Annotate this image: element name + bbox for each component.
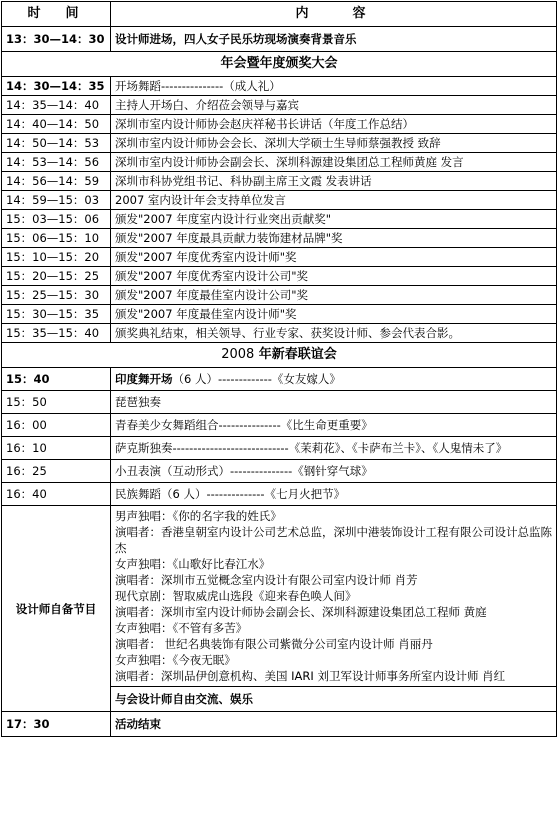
row-time: 15：03—15：06 — [2, 210, 111, 229]
program-detail: ----------------------------《茉莉花》、《卡萨布兰卡》、《人鬼情未了》 — [172, 441, 508, 455]
program-content — [111, 437, 557, 460]
designer-line: 演唱者：香港皇朝室内设计公司艺术总监，深圳中港装饰设计工程有限公司设计总监陈杰 — [115, 525, 552, 555]
program-detail: （6 人）-------------《女友嫁人》 — [172, 372, 341, 386]
opening-row — [2, 27, 557, 52]
program-content — [111, 483, 557, 506]
schedule-row — [2, 305, 557, 324]
row-time: 14：35—14：40 — [2, 96, 111, 115]
closing-row — [2, 712, 557, 737]
row-content: 深圳市室内设计师协会赵庆祥秘书长讲话（年度工作总结） — [111, 115, 557, 134]
row-time: 14：59—15：03 — [2, 191, 111, 210]
row-content: 颁发"2007 年度最具贡献力装饰建材品牌"奖 — [111, 229, 557, 248]
row-time: 14：50—14：53 — [2, 134, 111, 153]
schedule-row — [2, 172, 557, 191]
row-content: 颁发"2007 年度最佳室内设计师"奖 — [111, 305, 557, 324]
row-content: 主持人开场白、介绍莅会领导与嘉宾 — [111, 96, 557, 115]
designer-lines — [115, 508, 552, 684]
program-time: 15：50 — [2, 391, 111, 414]
row-content: 深圳市科协党组书记、科协副主席王文霞 发表讲话 — [111, 172, 557, 191]
party-schedule — [2, 368, 557, 506]
schedule-row — [2, 191, 557, 210]
program-title: 小丑表演（互动形式） — [115, 464, 230, 478]
program-detail: ---------------《钢针穿气球》 — [230, 464, 373, 478]
section-heading-row — [2, 343, 557, 368]
opening-content: 设计师进场，四人女子民乐坊现场演奏背景音乐 — [111, 27, 557, 52]
section1-title: 年会暨年度颁奖大会 — [2, 52, 557, 77]
schedule-row — [2, 324, 557, 343]
time-column-header: 时 间 — [2, 2, 111, 27]
row-time: 14：40—14：50 — [2, 115, 111, 134]
designer-programs-list — [111, 506, 557, 687]
program-time: 16：10 — [2, 437, 111, 460]
row-time: 14：53—14：56 — [2, 153, 111, 172]
row-time: 15：30—15：35 — [2, 305, 111, 324]
designer-programs-row — [2, 506, 557, 687]
schedule-row — [2, 248, 557, 267]
program-time: 16：40 — [2, 483, 111, 506]
schedule-row — [2, 286, 557, 305]
schedule-row — [2, 210, 557, 229]
schedule-row — [2, 267, 557, 286]
closing-content: 活动结束 — [111, 712, 557, 737]
program-schedule-table — [1, 1, 557, 737]
schedule-row — [2, 134, 557, 153]
row-content: 颁发"2007 年度优秀室内设计师"奖 — [111, 248, 557, 267]
program-row — [2, 368, 557, 391]
row-time: 14：56—14：59 — [2, 172, 111, 191]
designer-programs-label: 设计师自备节目 — [2, 506, 111, 712]
designer-line: 女声独唱：《今夜无眠》 — [115, 653, 236, 667]
header-row — [2, 2, 557, 27]
row-time: 15：25—15：30 — [2, 286, 111, 305]
designer-line: 男声独唱：《你的名字我的姓氏》 — [115, 509, 282, 523]
program-content — [111, 391, 557, 414]
designer-line: 现代京剧：智取威虎山选段《迎来春色唤人间》 — [115, 589, 357, 603]
program-content — [111, 460, 557, 483]
closing-time: 17：30 — [2, 712, 111, 737]
schedule-row — [2, 115, 557, 134]
awards-schedule — [2, 77, 557, 343]
row-content: 深圳市室内设计师协会会长、深圳大学硕士生导师蔡强教授 致辞 — [111, 134, 557, 153]
row-content: 2007 室内设计年会支持单位发言 — [111, 191, 557, 210]
section2-title-year: 2008 — [221, 347, 255, 362]
row-content: 开场舞蹈---------------（成人礼） — [111, 77, 557, 96]
free-exchange-text: 与会设计师自由交流、娱乐 — [111, 687, 557, 712]
program-detail: ---------------《比生命更重要》 — [218, 418, 373, 432]
section-heading-row — [2, 52, 557, 77]
program-time: 16：25 — [2, 460, 111, 483]
program-row — [2, 483, 557, 506]
designer-line: 演唱者：深圳品伊创意机构、美国 IARI 刘卫军设计师事务所室内设计师 肖红 — [115, 669, 506, 683]
row-time: 15：10—15：20 — [2, 248, 111, 267]
program-title: 琵琶独奏 — [115, 395, 161, 409]
designer-line: 演唱者：深圳市五觉概念室内设计有限公司室内设计师 肖芳 — [115, 573, 418, 587]
program-time: 15：40 — [2, 368, 111, 391]
row-content: 颁发"2007 年度最佳室内设计公司"奖 — [111, 286, 557, 305]
section2-title-text: 年新春联谊会 — [254, 347, 337, 362]
row-time: 14：30—14：35 — [2, 77, 111, 96]
content-column-header: 内 容 — [111, 2, 557, 27]
designer-line: 女声独唱：《不管有多苦》 — [115, 621, 248, 635]
program-title: 青春美少女舞蹈组合 — [115, 418, 219, 432]
schedule-row — [2, 229, 557, 248]
opening-time: 13：30—14：30 — [2, 27, 111, 52]
schedule-row — [2, 153, 557, 172]
program-title: 民族舞蹈（6 人） — [115, 487, 207, 501]
program-row — [2, 437, 557, 460]
program-row — [2, 391, 557, 414]
row-time: 15：06—15：10 — [2, 229, 111, 248]
designer-line: 演唱者：深圳市室内设计师协会副会长、深圳科源建设集团总工程师 黄庭 — [115, 605, 487, 619]
program-detail: --------------《七月火把节》 — [206, 487, 346, 501]
row-content: 深圳市室内设计师协会副会长、深圳科源建设集团总工程师黄庭 发言 — [111, 153, 557, 172]
row-time: 15：35—15：40 — [2, 324, 111, 343]
program-row — [2, 414, 557, 437]
designer-line: 演唱者： 世纪名典装饰有限公司紫微分公司室内设计师 肖丽丹 — [115, 637, 433, 651]
program-content — [111, 414, 557, 437]
program-row — [2, 460, 557, 483]
section2-title — [2, 343, 557, 368]
program-content — [111, 368, 557, 391]
row-time: 15：20—15：25 — [2, 267, 111, 286]
program-title: 萨克斯独奏 — [115, 441, 173, 455]
designer-line: 女声独唱：《山歌好比春江水》 — [115, 557, 271, 571]
schedule-row — [2, 96, 557, 115]
program-time: 16：00 — [2, 414, 111, 437]
schedule-row — [2, 77, 557, 96]
row-content: 颁发"2007 年度优秀室内设计公司"奖 — [111, 267, 557, 286]
row-content: 颁奖典礼结束，相关领导、行业专家、获奖设计师、参会代表合影。 — [111, 324, 557, 343]
program-title: 印度舞开场 — [115, 372, 173, 386]
row-content: 颁发"2007 年度室内设计行业突出贡献奖" — [111, 210, 557, 229]
